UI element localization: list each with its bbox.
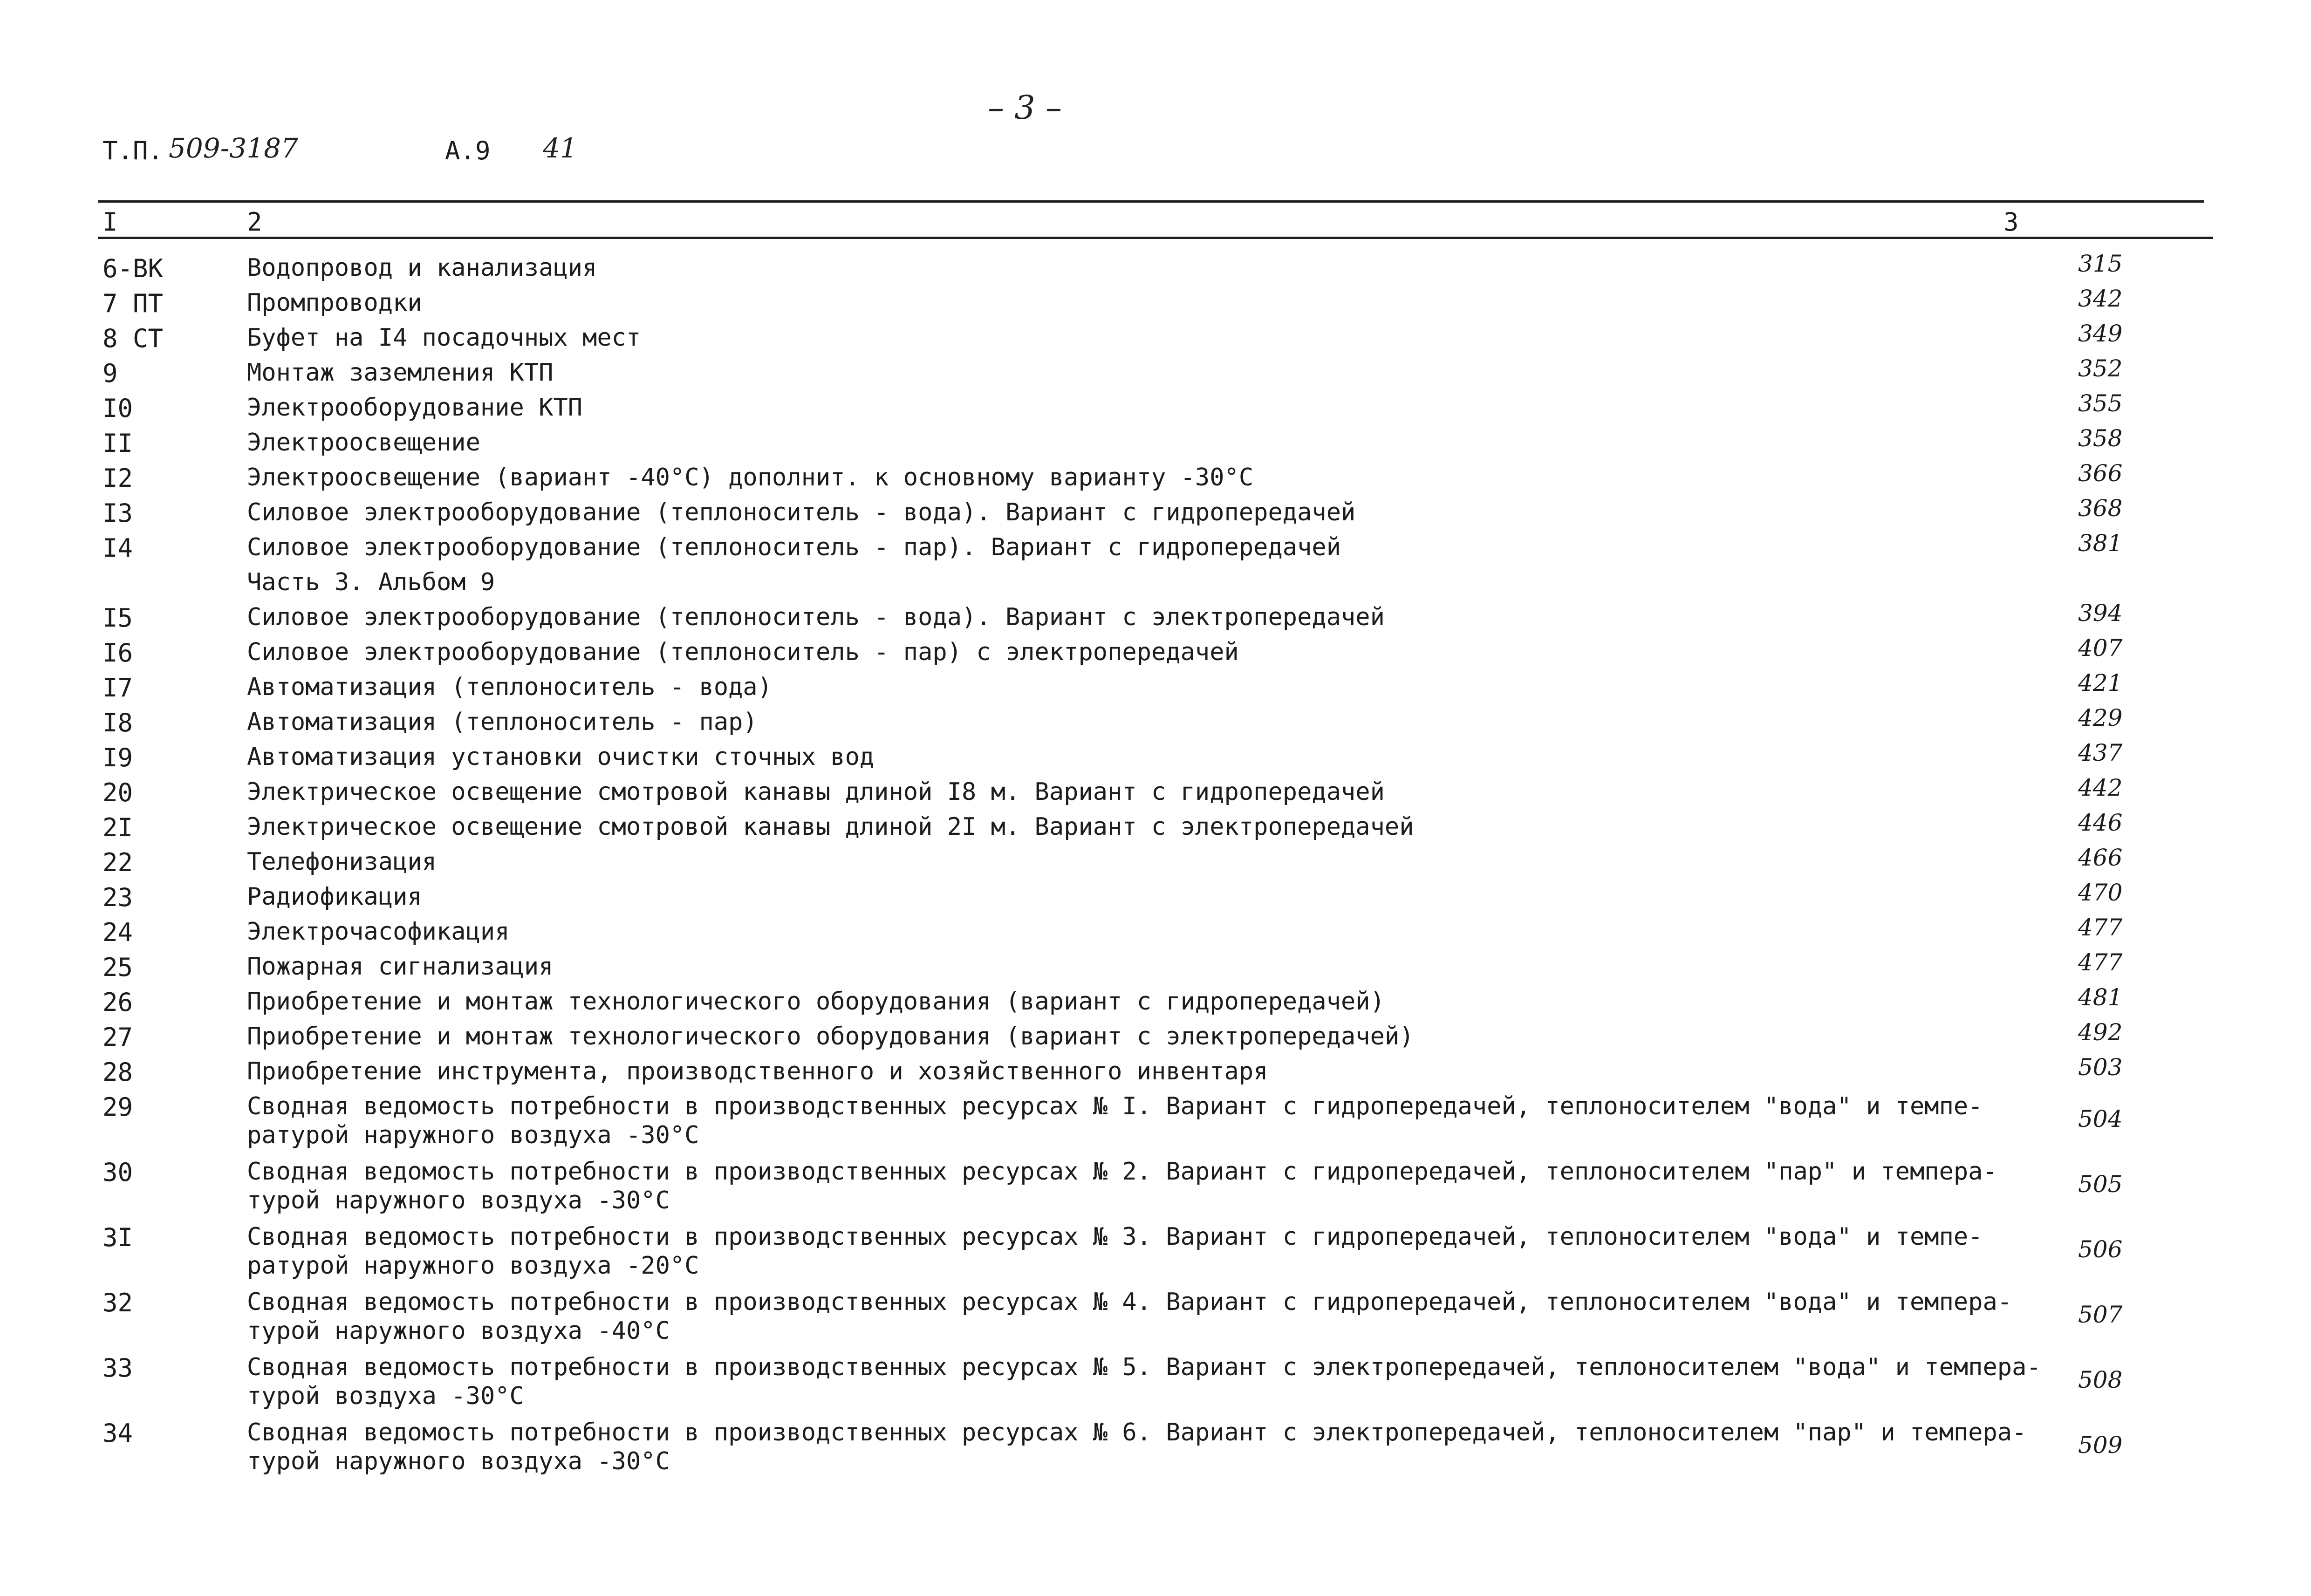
row-page: 429 bbox=[2078, 704, 2123, 731]
row-number: 23 bbox=[103, 883, 133, 912]
row-page: 477 bbox=[2078, 949, 2123, 976]
row-page: 503 bbox=[2078, 1054, 2123, 1081]
row-title: Электрическое освещение смотровой канавы длиной 2I м. Вариант с электропередачей bbox=[247, 813, 1414, 841]
row-number: II bbox=[103, 429, 133, 458]
row-page: 509 bbox=[2078, 1432, 2123, 1459]
row-number: 27 bbox=[103, 1023, 133, 1052]
row-number: 32 bbox=[103, 1288, 133, 1317]
row-page: 446 bbox=[2078, 809, 2123, 836]
doc-prefix: Т.П. bbox=[103, 136, 164, 165]
row-title: Буфет на I4 посадочных мест bbox=[247, 324, 641, 352]
row-number: 3I bbox=[103, 1223, 133, 1252]
row-number: I3 bbox=[103, 498, 133, 528]
row-page: 442 bbox=[2078, 774, 2123, 801]
row-title: Монтаж заземления КТП bbox=[247, 359, 554, 387]
doc-number: 509-3187 bbox=[169, 132, 298, 164]
table-row bbox=[0, 1288, 2311, 1358]
row-title: Промпроводки bbox=[247, 289, 422, 317]
table-row bbox=[0, 1223, 2311, 1293]
row-number: 22 bbox=[103, 848, 133, 877]
row-number: 26 bbox=[103, 988, 133, 1017]
row-title: Приобретение инструмента, производственного и хозяйственного инвентаря bbox=[247, 1057, 1268, 1085]
row-page: 421 bbox=[2078, 669, 2123, 696]
row-title: Электроосвещение (вариант -40°C) дополнит. к основному варианту -30°C bbox=[247, 464, 1254, 491]
column-header-2: 2 bbox=[247, 207, 262, 237]
row-number: 28 bbox=[103, 1057, 133, 1087]
row-title: Приобретение и монтаж технологического оборудования (вариант с гидропередачей) bbox=[247, 988, 1385, 1016]
row-number: I6 bbox=[103, 638, 133, 668]
row-title: Электрооборудование КТП bbox=[247, 394, 583, 422]
table-row bbox=[0, 1092, 2311, 1162]
row-title: Водопровод и канализация bbox=[247, 254, 597, 282]
row-page: 466 bbox=[2078, 844, 2123, 871]
row-number: 34 bbox=[103, 1419, 133, 1448]
row-page: 342 bbox=[2078, 285, 2123, 312]
row-page: 407 bbox=[2078, 634, 2123, 662]
row-page: 505 bbox=[2078, 1171, 2123, 1198]
row-number: I9 bbox=[103, 743, 133, 772]
row-number: 20 bbox=[103, 778, 133, 807]
row-page: 481 bbox=[2078, 984, 2123, 1011]
row-title-continuation: турой наружного воздуха -30°C bbox=[247, 1447, 670, 1475]
row-number: I8 bbox=[103, 708, 133, 737]
row-page: 508 bbox=[2078, 1366, 2123, 1393]
row-title: Автоматизация (теплоноситель - пар) bbox=[247, 708, 758, 736]
table-row bbox=[0, 1158, 2311, 1228]
row-title: Часть 3. Альбом 9 bbox=[247, 568, 495, 596]
column-header-1: I bbox=[103, 207, 118, 237]
row-title-continuation: турой наружного воздуха -40°C bbox=[247, 1317, 670, 1345]
row-title: Телефонизация bbox=[247, 848, 437, 876]
row-title: Пожарная сигнализация bbox=[247, 953, 554, 981]
row-title: Сводная ведомость потребности в производственных ресурсах № 3. Вариант с гидропередачей, теплоносителем "вода" и темпе- bbox=[247, 1223, 1983, 1251]
row-page: 366 bbox=[2078, 460, 2123, 487]
row-page: 394 bbox=[2078, 600, 2123, 627]
row-title: Сводная ведомость потребности в производственных ресурсах № 5. Вариант с электропередачей, теплоносителем "вода" и темпера- bbox=[247, 1353, 2041, 1381]
row-page: 315 bbox=[2078, 250, 2123, 277]
row-title: Силовое электрооборудование (теплоноситель - вода). Вариант с гидропередачей bbox=[247, 498, 1356, 526]
row-title: Сводная ведомость потребности в производственных ресурсах № I. Вариант с гидропередачей, теплоносителем "вода" и темпе- bbox=[247, 1092, 1983, 1120]
row-title-continuation: турой наружного воздуха -30°C bbox=[247, 1187, 670, 1214]
row-title: Сводная ведомость потребности в производственных ресурсах № 2. Вариант с гидропередачей, теплоносителем "пар" и темпера- bbox=[247, 1158, 1997, 1186]
row-title: Автоматизация (теплоноситель - вода) bbox=[247, 673, 773, 701]
row-title: Силовое электрооборудование (теплоноситель - пар). Вариант с гидропередачей bbox=[247, 533, 1341, 561]
table-row bbox=[0, 1419, 2311, 1488]
row-number: I7 bbox=[103, 673, 133, 703]
row-title: Радиофикация bbox=[247, 883, 422, 911]
row-number: 2I bbox=[103, 813, 133, 842]
row-page: 349 bbox=[2078, 320, 2123, 347]
row-number: 8 СТ bbox=[103, 324, 164, 353]
row-number: 29 bbox=[103, 1092, 133, 1122]
row-number: 33 bbox=[103, 1353, 133, 1383]
row-title-continuation: ратурой наружного воздуха -20°C bbox=[247, 1252, 699, 1280]
row-number: 7 ПТ bbox=[103, 289, 164, 318]
row-title: Приобретение и монтаж технологического оборудования (вариант с электропередачей) bbox=[247, 1023, 1414, 1050]
row-page: 470 bbox=[2078, 879, 2123, 906]
row-page: 507 bbox=[2078, 1301, 2123, 1328]
row-title: Силовое электрооборудование (теплоноситель - пар) с электропередачей bbox=[247, 638, 1239, 666]
column-header-3: 3 bbox=[2003, 207, 2019, 237]
row-number: 6-ВК bbox=[103, 254, 164, 283]
row-number: I2 bbox=[103, 464, 133, 493]
row-number: I0 bbox=[103, 394, 133, 423]
row-page: 504 bbox=[2078, 1105, 2123, 1132]
page-number: – 3 – bbox=[988, 89, 1062, 127]
row-title: Электрическое освещение смотровой канавы длиной I8 м. Вариант с гидропередачей bbox=[247, 778, 1385, 806]
row-number: 25 bbox=[103, 953, 133, 982]
row-title: Автоматизация установки очистки сточных вод bbox=[247, 743, 875, 771]
row-page: 381 bbox=[2078, 530, 2123, 557]
row-number: 30 bbox=[103, 1158, 133, 1187]
row-title: Электроосвещение bbox=[247, 429, 480, 457]
row-title: Сводная ведомость потребности в производственных ресурсах № 4. Вариант с гидропередачей, теплоносителем "вода" и темпера- bbox=[247, 1288, 2012, 1316]
row-number: 24 bbox=[103, 918, 133, 947]
row-page: 358 bbox=[2078, 425, 2123, 452]
row-number: I5 bbox=[103, 603, 133, 633]
table-top-rule bbox=[98, 200, 2204, 203]
sheet-number: 41 bbox=[543, 132, 577, 164]
row-page: 437 bbox=[2078, 739, 2123, 766]
row-page: 506 bbox=[2078, 1236, 2123, 1263]
row-page: 492 bbox=[2078, 1019, 2123, 1046]
row-title-continuation: турой воздуха -30°C bbox=[247, 1382, 524, 1410]
row-title-continuation: ратурой наружного воздуха -30°C bbox=[247, 1121, 699, 1149]
table-header-rule bbox=[98, 237, 2213, 239]
row-title: Электрочасофикация bbox=[247, 918, 510, 946]
row-page: 352 bbox=[2078, 355, 2123, 382]
table-row bbox=[0, 1353, 2311, 1423]
row-number: I4 bbox=[103, 533, 133, 563]
row-page: 368 bbox=[2078, 495, 2123, 522]
row-page: 477 bbox=[2078, 914, 2123, 941]
album-label: А.9 bbox=[445, 136, 491, 165]
row-number: 9 bbox=[103, 359, 118, 388]
row-title: Силовое электрооборудование (теплоноситель - вода). Вариант с электропередачей bbox=[247, 603, 1385, 631]
row-title: Сводная ведомость потребности в производственных ресурсах № 6. Вариант с электропередачей, теплоносителем "пар" и темпера- bbox=[247, 1419, 2027, 1446]
row-page: 355 bbox=[2078, 390, 2123, 417]
